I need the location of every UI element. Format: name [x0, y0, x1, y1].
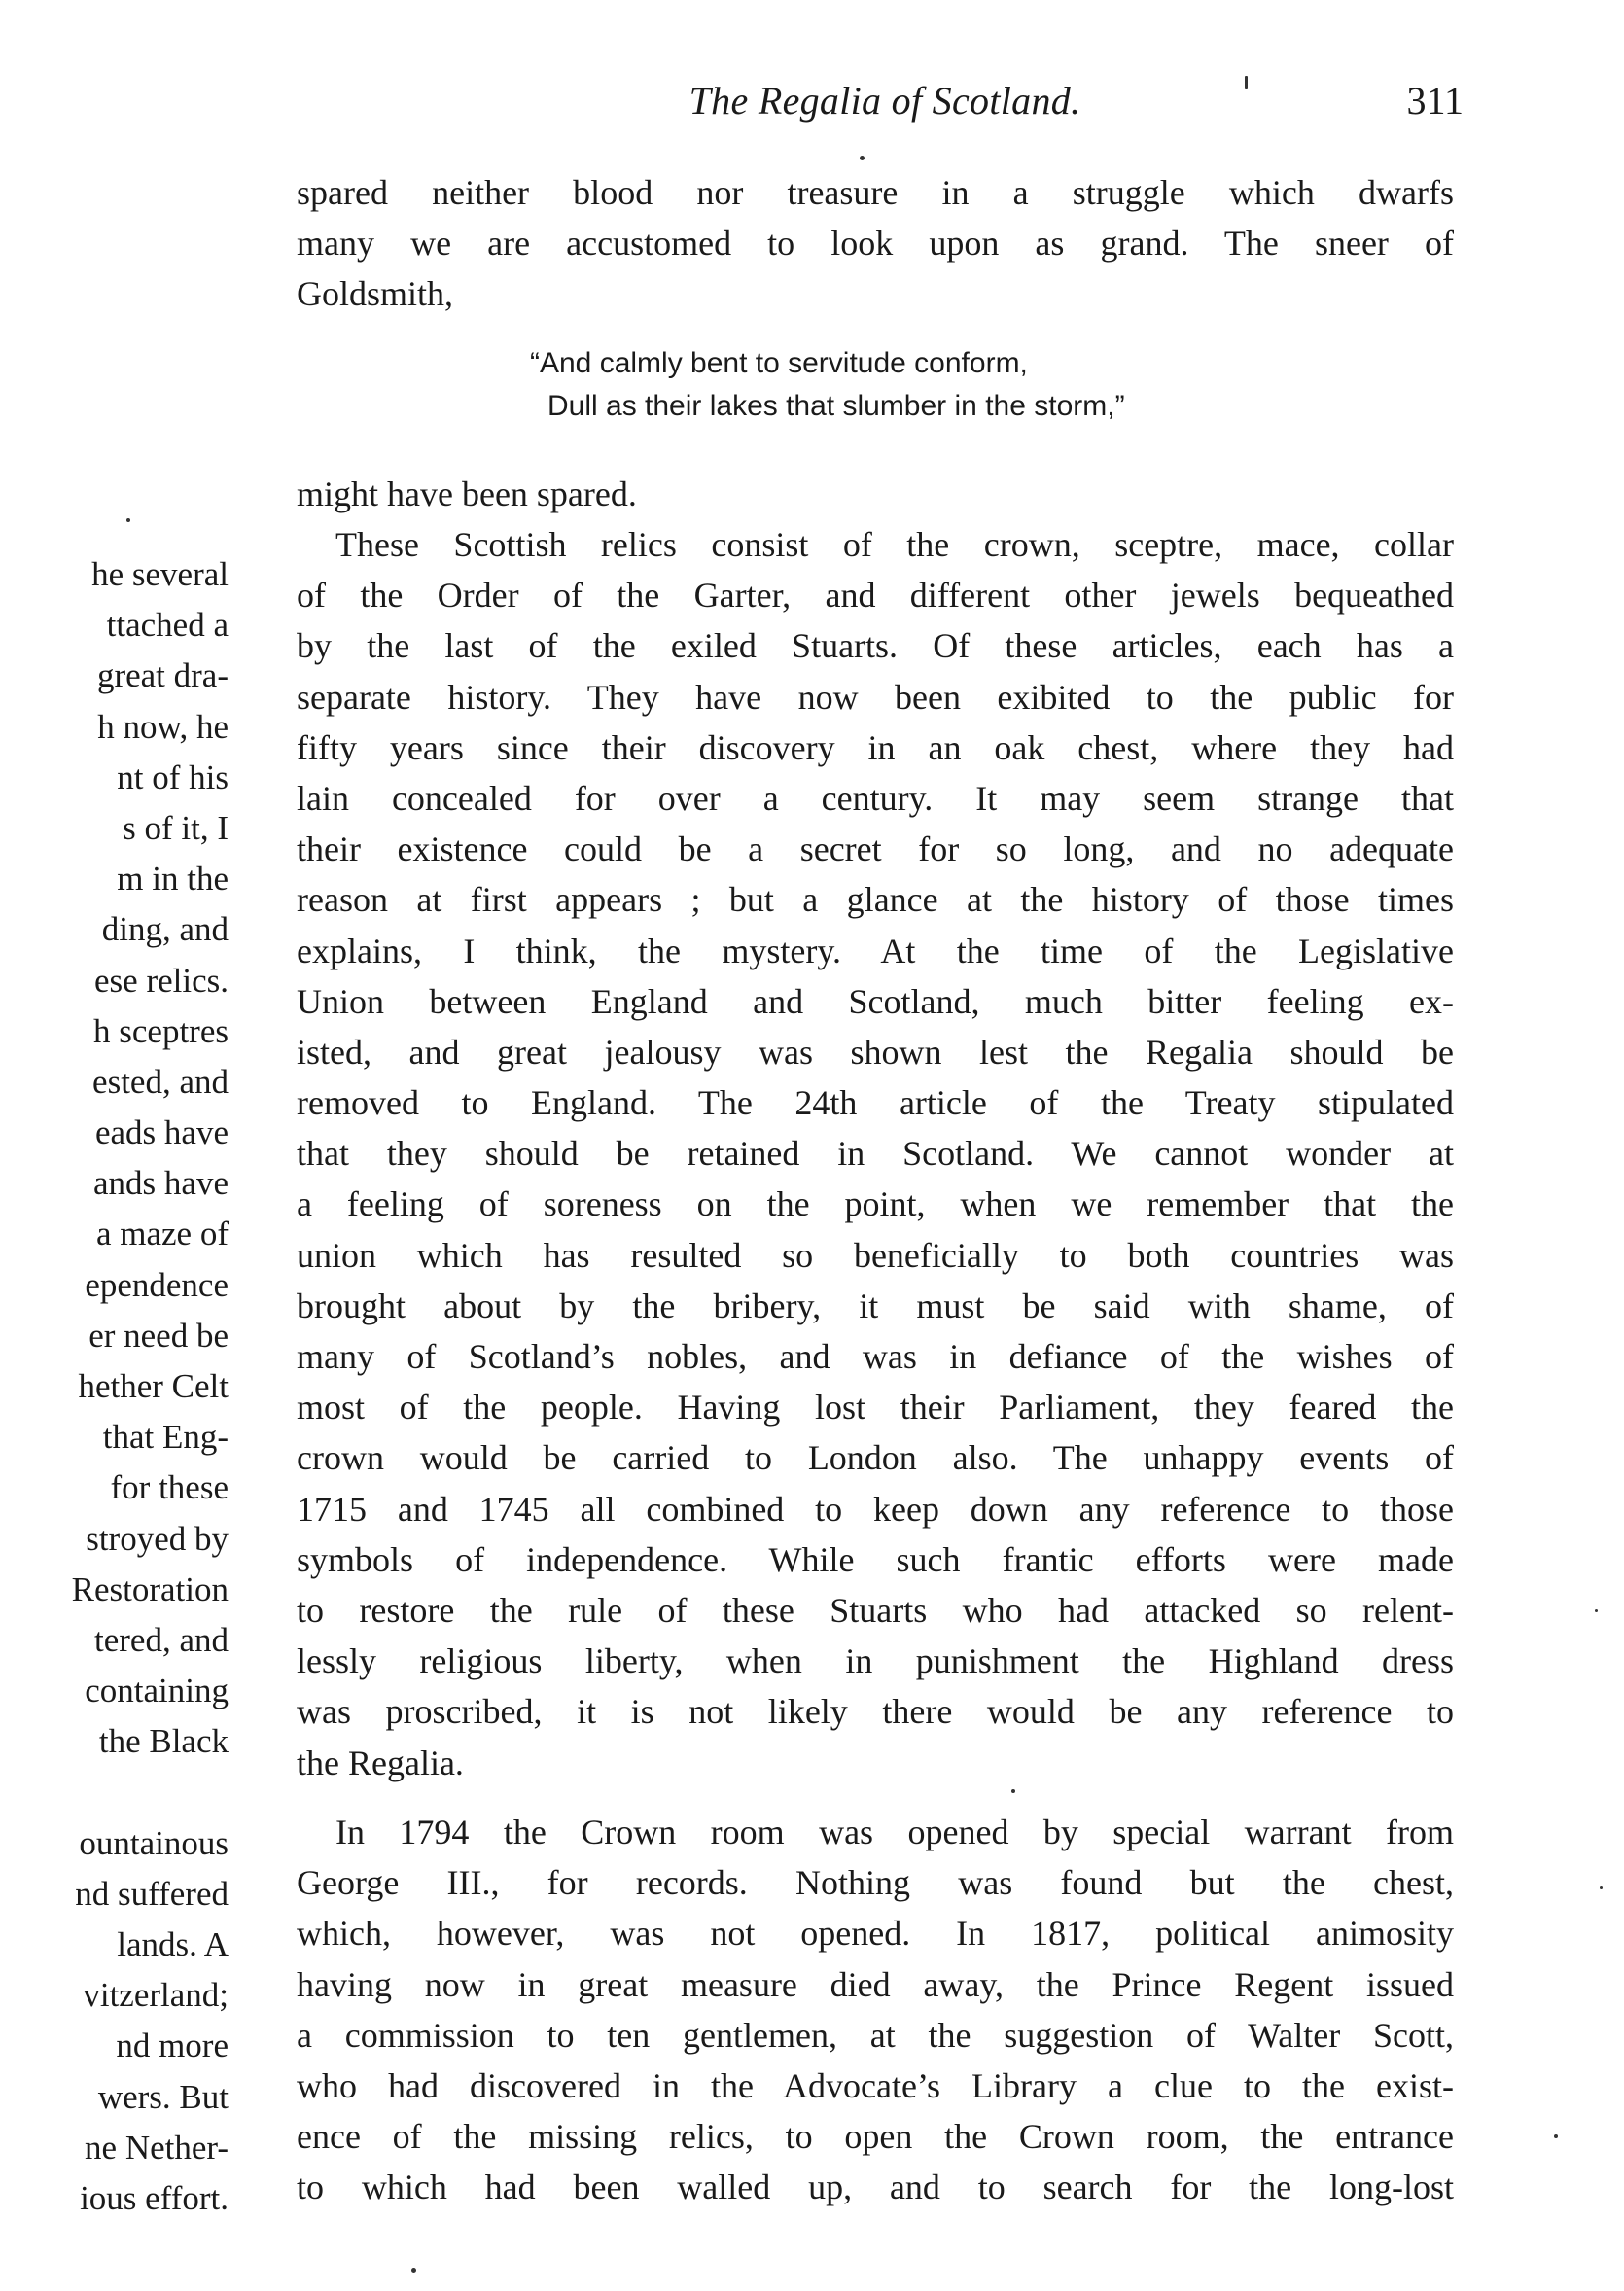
margin-line: containing — [85, 1672, 229, 1710]
text-line: their existence could be a secret for so long, and no adequate — [297, 829, 1454, 869]
text-line: ence of the missing relics, to open the Crown room, the entrance — [297, 2117, 1454, 2157]
text-line: brought about by the bribery, it must be said with shame, of — [297, 1286, 1454, 1325]
paragraph-continuation — [297, 469, 1454, 519]
margin-line: the Black — [98, 1722, 229, 1761]
verse-quotation — [530, 342, 1269, 428]
text-line: to which had been walled up, and to search for the long-lost — [297, 2168, 1454, 2207]
margin-line: Restoration — [71, 1569, 229, 1608]
text-line: many we are accustomed to look upon as grand. The sneer of — [297, 224, 1454, 264]
verse-line: Dull as their lakes that slumber in the storm,” — [547, 390, 1125, 422]
text-line: removed to England. The 24th article of the Treaty stipulated — [297, 1083, 1454, 1123]
margin-line: wers. But — [97, 2077, 229, 2116]
margin-line: that Eng- — [102, 1418, 229, 1457]
scan-speck — [1245, 76, 1248, 89]
margin-line: h now, he — [97, 707, 229, 746]
margin-line: ested, and — [92, 1062, 229, 1101]
paragraph-crown-room — [297, 1807, 1454, 2213]
margin-line — [0, 1768, 229, 1818]
text-line: by the last of the exiled Stuarts. Of these articles, each has a — [297, 626, 1454, 666]
text-line: reason at first appears ; but a glance at the history of those times — [297, 880, 1454, 920]
scan-speck — [1011, 1789, 1015, 1793]
margin-line: nt of his — [117, 758, 229, 796]
scan-speck — [860, 156, 865, 160]
margin-line: lands. A — [117, 1925, 229, 1964]
paragraph-opening — [297, 167, 1454, 320]
margin-line: ttached a — [106, 606, 229, 645]
text-line: These Scottish relics consist of the crown, sceptre, mace, collar — [335, 525, 1454, 564]
margin-line: hether Celt — [78, 1367, 229, 1405]
paragraph-relics — [297, 519, 1454, 1788]
margin-line: vitzerland; — [83, 1976, 229, 2015]
scan-speck — [411, 2268, 416, 2273]
page-number: 311 — [1406, 79, 1464, 123]
margin-line: ious effort. — [80, 2179, 229, 2217]
margin-line: m in the — [117, 860, 229, 899]
text-line: might have been spared. — [297, 475, 637, 513]
margin-line: er need be — [88, 1316, 229, 1355]
margin-line: ountainous — [79, 1823, 229, 1862]
text-line: many of Scotland’s nobles, and was in defiance of the wishes of — [297, 1337, 1454, 1376]
text-line: 1715 and 1745 all combined to keep down any reference to those — [297, 1489, 1454, 1529]
margin-line: for these — [110, 1468, 229, 1507]
text-line: most of the people. Having lost their Parliament, they feared the — [297, 1388, 1454, 1427]
facing-page-margin-text — [0, 549, 229, 2224]
text-line: In 1794 the Crown room was opened by special warrant from — [335, 1813, 1454, 1851]
text-line: Goldsmith, — [297, 274, 454, 314]
margin-line: ding, and — [101, 910, 229, 949]
text-line: symbols of independence. While such frantic efforts were made — [297, 1539, 1454, 1579]
text-line: spared neither blood nor treasure in a struggle which dwarfs — [297, 173, 1454, 212]
text-line: of the Order of the Garter, and different other jewels bequeathed — [297, 576, 1454, 616]
text-line: which, however, was not opened. In 1817, political animosity — [297, 1914, 1454, 1954]
text-line: explains, I think, the mystery. At the time of the Legislative — [297, 931, 1454, 970]
text-line: having now in great measure died away, the Prince Regent issued — [297, 1964, 1454, 2004]
text-line: lain concealed for over a century. It may seem strange that — [297, 778, 1454, 818]
margin-line: s of it, I — [123, 808, 229, 847]
text-line: Union between England and Scotland, much bitter feeling ex- — [297, 981, 1454, 1021]
margin-line: he several — [91, 555, 229, 593]
text-line: the Regalia. — [297, 1743, 464, 1782]
margin-line: ands have — [93, 1164, 229, 1203]
text-line: isted, and great jealousy was shown lest the Regalia should be — [297, 1032, 1454, 1072]
text-line: separate history. They have now been exibited to the public for — [297, 677, 1454, 717]
margin-line: h sceptres — [93, 1011, 229, 1050]
scan-speck — [126, 518, 130, 522]
text-line: who had discovered in the Advocate’s Library a clue to the exist- — [297, 2065, 1454, 2105]
text-line: to restore the rule of these Stuarts who had attacked so relent- — [297, 1590, 1454, 1630]
text-line: fifty years since their discovery in an oak chest, where they had — [297, 727, 1454, 767]
text-line: was proscribed, it is not likely there would be any reference to — [297, 1692, 1454, 1732]
scan-speck — [1600, 1886, 1603, 1889]
margin-line: ne Nether- — [85, 2128, 229, 2167]
scan-speck — [1554, 2134, 1558, 2138]
scan-speck — [1595, 1609, 1598, 1612]
text-line: a commission to ten gentlemen, at the suggestion of Walter Scott, — [297, 2015, 1454, 2055]
text-line: lessly religious liberty, when in punishment the Highland dress — [297, 1641, 1454, 1681]
running-title: The Regalia of Scotland. — [688, 79, 1081, 123]
margin-line: great dra- — [96, 656, 229, 695]
text-line: that they should be retained in Scotland. We cannot wonder at — [297, 1134, 1454, 1174]
text-line: union which has resulted so beneficially to both countries was — [297, 1235, 1454, 1275]
margin-line: ese relics. — [94, 961, 229, 1000]
text-line: crown would be carried to London also. The unhappy events of — [297, 1438, 1454, 1478]
margin-line: ependence — [85, 1265, 229, 1304]
margin-line: nd suffered — [75, 1874, 229, 1913]
margin-line: nd more — [116, 2027, 229, 2065]
margin-line: stroyed by — [86, 1519, 229, 1558]
margin-line: tered, and — [94, 1620, 229, 1659]
text-line: George III., for records. Nothing was found but the chest, — [297, 1863, 1454, 1903]
text-line: a feeling of soreness on the point, when we remember that the — [297, 1184, 1454, 1224]
margin-line: eads have — [94, 1113, 229, 1152]
margin-line: a maze of — [95, 1215, 229, 1253]
verse-line: “And calmly bent to servitude conform, — [530, 347, 1028, 379]
